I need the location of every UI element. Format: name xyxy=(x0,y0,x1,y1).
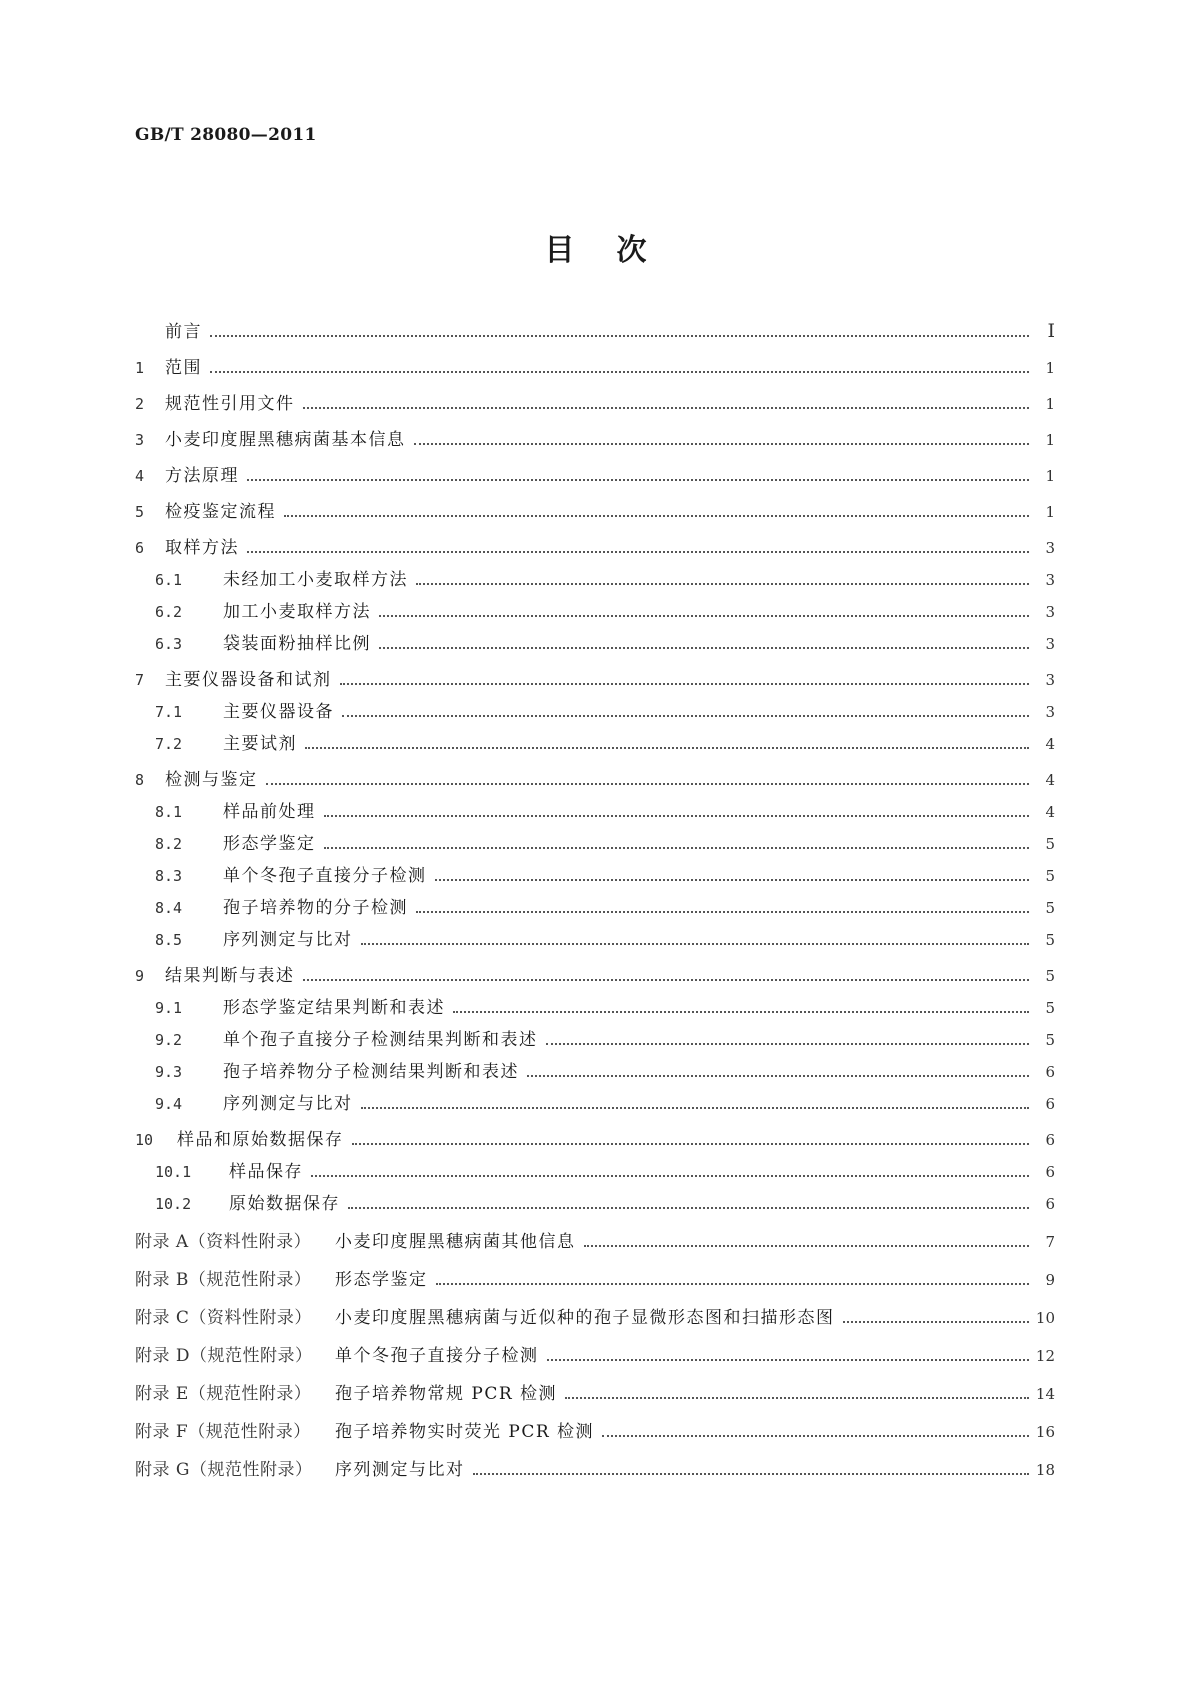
toc-entry-title: 主要仪器设备和试剂 xyxy=(165,670,332,690)
toc-entry[interactable] xyxy=(135,897,1055,919)
toc-entry[interactable] xyxy=(135,1061,1055,1083)
toc-entry-number: 6 xyxy=(135,539,145,557)
toc-dot-leader xyxy=(565,1397,1029,1399)
toc-dot-leader xyxy=(352,1143,1030,1145)
toc-entry-title: 小麦印度腥黑穗病菌其他信息 xyxy=(335,1232,576,1252)
toc-entry-page-number: 1 xyxy=(1045,395,1055,413)
toc-entry-number: 附录 G（规范性附录） xyxy=(135,1460,313,1480)
toc-entry-title: 小麦印度腥黑穗病菌基本信息 xyxy=(165,430,406,450)
toc-dot-leader xyxy=(435,879,1030,881)
toc-entry-title: 序列测定与比对 xyxy=(223,930,353,950)
toc-dot-leader xyxy=(284,515,1029,517)
toc-dot-leader xyxy=(324,815,1030,817)
toc-entry[interactable] xyxy=(135,1345,1055,1367)
toc-entry-title: 样品和原始数据保存 xyxy=(177,1130,344,1150)
toc-dot-leader xyxy=(210,335,1029,337)
toc-entry-number: 8.5 xyxy=(155,931,183,949)
toc-entry-title: 序列测定与比对 xyxy=(223,1094,353,1114)
toc-dot-leader xyxy=(546,1043,1030,1045)
toc-entry-page-number: 4 xyxy=(1045,771,1055,789)
toc-entry-page-number: 16 xyxy=(1035,1423,1055,1441)
toc-entry-page-number: 5 xyxy=(1045,835,1055,853)
toc-entry-title: 小麦印度腥黑穗病菌与近似种的孢子显微形态图和扫描形态图 xyxy=(335,1308,835,1328)
toc-entry-title: 样品前处理 xyxy=(223,802,316,822)
toc-entry[interactable] xyxy=(135,537,1055,559)
toc-entry-title: 主要仪器设备 xyxy=(223,702,334,722)
toc-entry-page-number: 6 xyxy=(1045,1163,1055,1181)
toc-dot-leader xyxy=(584,1245,1030,1247)
toc-entry-page-number: 1 xyxy=(1045,359,1055,377)
toc-entry-title: 单个冬孢子直接分子检测 xyxy=(223,866,427,886)
toc-entry[interactable] xyxy=(135,320,1055,343)
toc-dot-leader xyxy=(416,583,1029,585)
toc-entry[interactable] xyxy=(135,393,1055,415)
toc-entry-page-number: 6 xyxy=(1045,1095,1055,1113)
toc-entry-page-number: 6 xyxy=(1045,1131,1055,1149)
toc-entry-page-number: 14 xyxy=(1035,1385,1055,1403)
toc-dot-leader xyxy=(247,479,1029,481)
toc-dot-leader xyxy=(547,1359,1030,1361)
toc-entry[interactable] xyxy=(135,1307,1055,1329)
toc-entry-number: 6.3 xyxy=(155,635,183,653)
toc-entry[interactable] xyxy=(135,357,1055,379)
toc-entry[interactable] xyxy=(135,1193,1055,1215)
toc-entry-number: 9 xyxy=(135,967,145,985)
toc-entry-number: 附录 B（规范性附录） xyxy=(135,1270,312,1290)
toc-entry-page-number: 3 xyxy=(1045,603,1055,621)
toc-entry[interactable] xyxy=(135,1161,1055,1183)
toc-entry-number: 6.2 xyxy=(155,603,183,621)
toc-entry-page-number: 5 xyxy=(1045,1031,1055,1049)
toc-entry-title: 形态学鉴定结果判断和表述 xyxy=(223,998,445,1018)
toc-entry-page-number: 4 xyxy=(1045,735,1055,753)
toc-entry-page-number: 3 xyxy=(1045,635,1055,653)
toc-entry-title: 孢子培养物常规 PCR 检测 xyxy=(335,1384,558,1404)
toc-dot-leader xyxy=(379,615,1029,617)
toc-entry[interactable] xyxy=(135,929,1055,951)
toc-entry-page-number: 4 xyxy=(1045,803,1055,821)
toc-entry-title: 序列测定与比对 xyxy=(335,1460,465,1480)
toc-entry-page-number: 6 xyxy=(1045,1195,1055,1213)
toc-entry[interactable] xyxy=(135,769,1055,791)
toc-dot-leader xyxy=(247,551,1029,553)
toc-entry[interactable] xyxy=(135,1093,1055,1115)
toc-entry-number: 10.1 xyxy=(155,1163,192,1181)
toc-entry-number: 2 xyxy=(135,395,145,413)
toc-entry-title: 孢子培养物实时荧光 PCR 检测 xyxy=(335,1422,595,1442)
toc-entry[interactable] xyxy=(135,965,1055,987)
toc-entry-number: 附录 C（资料性附录） xyxy=(135,1308,312,1328)
toc-dot-leader xyxy=(303,407,1030,409)
toc-entry-title: 取样方法 xyxy=(165,538,239,558)
toc-entry-number: 7.1 xyxy=(155,703,183,721)
toc-entry-title: 单个孢子直接分子检测结果判断和表述 xyxy=(223,1030,538,1050)
toc-entry-page-number: 3 xyxy=(1045,571,1055,589)
toc-entry[interactable] xyxy=(135,569,1055,591)
toc-dot-leader xyxy=(266,783,1030,785)
toc-entry[interactable] xyxy=(135,833,1055,855)
toc-entry[interactable] xyxy=(135,1231,1055,1253)
toc-dot-leader xyxy=(473,1473,1030,1475)
toc-entry-number: 5 xyxy=(135,503,145,521)
toc-entry-number: 9.3 xyxy=(155,1063,183,1081)
toc-entry-number: 附录 F（规范性附录） xyxy=(135,1422,311,1442)
toc-dot-leader xyxy=(527,1075,1029,1077)
toc-dot-leader xyxy=(210,371,1029,373)
toc-entry[interactable] xyxy=(135,1459,1055,1481)
toc-entry-page-number: 18 xyxy=(1035,1461,1055,1479)
toc-entry-title: 检疫鉴定流程 xyxy=(165,502,276,522)
toc-entry[interactable] xyxy=(135,465,1055,487)
toc-entry[interactable] xyxy=(135,701,1055,723)
toc-entry-number: 7 xyxy=(135,671,145,689)
toc-entry-page-number: Ⅰ xyxy=(1047,320,1055,342)
toc-entry-page-number: 3 xyxy=(1045,703,1055,721)
toc-entry-number: 9.2 xyxy=(155,1031,183,1049)
toc-entry-number: 9.1 xyxy=(155,999,183,1017)
toc-dot-leader xyxy=(602,1435,1029,1437)
toc-entry-title: 未经加工小麦取样方法 xyxy=(223,570,408,590)
toc-dot-leader xyxy=(340,683,1030,685)
toc-entry-page-number: 3 xyxy=(1045,671,1055,689)
toc-entry-number: 1 xyxy=(135,359,145,377)
toc-dot-leader xyxy=(324,847,1030,849)
toc-entry-number: 3 xyxy=(135,431,145,449)
table-of-contents xyxy=(135,320,1055,1481)
toc-entry[interactable] xyxy=(135,801,1055,823)
toc-entry-title: 原始数据保存 xyxy=(229,1194,340,1214)
toc-entry[interactable] xyxy=(135,633,1055,655)
toc-entry-number: 10.2 xyxy=(155,1195,192,1213)
toc-dot-leader xyxy=(453,1011,1029,1013)
toc-entry-number: 8.3 xyxy=(155,867,183,885)
toc-dot-leader xyxy=(379,647,1029,649)
toc-entry-page-number: 5 xyxy=(1045,867,1055,885)
toc-entry-title: 结果判断与表述 xyxy=(165,966,295,986)
standard-code: GB/T 28080—2011 xyxy=(135,125,317,145)
toc-entry[interactable] xyxy=(135,1029,1055,1051)
toc-entry[interactable] xyxy=(135,1129,1055,1151)
toc-entry-number: 9.4 xyxy=(155,1095,183,1113)
toc-entry-title: 形态学鉴定 xyxy=(223,834,316,854)
toc-entry-title: 加工小麦取样方法 xyxy=(223,602,371,622)
toc-entry-page-number: 1 xyxy=(1045,467,1055,485)
toc-entry-title: 方法原理 xyxy=(165,466,239,486)
toc-entry[interactable] xyxy=(135,1421,1055,1443)
toc-entry-number: 4 xyxy=(135,467,145,485)
toc-entry-title: 袋装面粉抽样比例 xyxy=(223,634,371,654)
toc-entry[interactable] xyxy=(135,601,1055,623)
toc-dot-leader xyxy=(843,1321,1030,1323)
toc-entry-title: 前言 xyxy=(165,322,202,342)
toc-entry-number: 附录 E（规范性附录） xyxy=(135,1384,312,1404)
toc-dot-leader xyxy=(303,979,1030,981)
toc-entry[interactable] xyxy=(135,733,1055,755)
toc-entry-page-number: 7 xyxy=(1045,1233,1055,1251)
toc-dot-leader xyxy=(414,443,1030,445)
toc-entry-number: 8 xyxy=(135,771,145,789)
toc-entry-title: 主要试剂 xyxy=(223,734,297,754)
toc-entry-number: 8.1 xyxy=(155,803,183,821)
toc-entry-page-number: 3 xyxy=(1045,539,1055,557)
toc-dot-leader xyxy=(348,1207,1029,1209)
toc-entry[interactable] xyxy=(135,501,1055,523)
toc-entry-page-number: 6 xyxy=(1045,1063,1055,1081)
toc-entry-number: 8.2 xyxy=(155,835,183,853)
toc-entry-page-number: 1 xyxy=(1045,431,1055,449)
toc-entry-page-number: 12 xyxy=(1035,1347,1055,1365)
toc-entry[interactable] xyxy=(135,997,1055,1019)
toc-entry-page-number: 1 xyxy=(1045,503,1055,521)
toc-entry-page-number: 10 xyxy=(1035,1309,1055,1327)
toc-entry[interactable] xyxy=(135,1383,1055,1405)
toc-entry[interactable] xyxy=(135,429,1055,451)
toc-entry-title: 单个冬孢子直接分子检测 xyxy=(335,1346,539,1366)
toc-entry[interactable] xyxy=(135,669,1055,691)
toc-dot-leader xyxy=(436,1283,1030,1285)
toc-entry-page-number: 5 xyxy=(1045,999,1055,1017)
toc-entry-title: 范围 xyxy=(165,358,202,378)
toc-entry-number: 7.2 xyxy=(155,735,183,753)
toc-entry-title: 孢子培养物的分子检测 xyxy=(223,898,408,918)
toc-entry-title: 规范性引用文件 xyxy=(165,394,295,414)
toc-entry-number: 附录 A（资料性附录） xyxy=(135,1232,312,1252)
toc-entry-number: 6.1 xyxy=(155,571,183,589)
toc-entry-page-number: 5 xyxy=(1045,931,1055,949)
toc-dot-leader xyxy=(416,911,1029,913)
toc-dot-leader xyxy=(305,747,1029,749)
toc-entry[interactable] xyxy=(135,1269,1055,1291)
toc-entry-title: 样品保存 xyxy=(229,1162,303,1182)
toc-dot-leader xyxy=(361,1107,1030,1109)
toc-entry-title: 形态学鉴定 xyxy=(335,1270,428,1290)
toc-entry-title: 孢子培养物分子检测结果判断和表述 xyxy=(223,1062,519,1082)
page-title: 目次 xyxy=(544,233,689,268)
toc-entry-number: 8.4 xyxy=(155,899,183,917)
toc-entry-page-number: 9 xyxy=(1045,1271,1055,1289)
toc-dot-leader xyxy=(361,943,1030,945)
toc-entry-page-number: 5 xyxy=(1045,899,1055,917)
toc-entry-title: 检测与鉴定 xyxy=(165,770,258,790)
toc-entry-number: 附录 D（规范性附录） xyxy=(135,1346,313,1366)
toc-entry[interactable] xyxy=(135,865,1055,887)
toc-entry-number: 10 xyxy=(135,1131,154,1149)
toc-dot-leader xyxy=(311,1175,1029,1177)
toc-dot-leader xyxy=(342,715,1029,717)
toc-entry-page-number: 5 xyxy=(1045,967,1055,985)
